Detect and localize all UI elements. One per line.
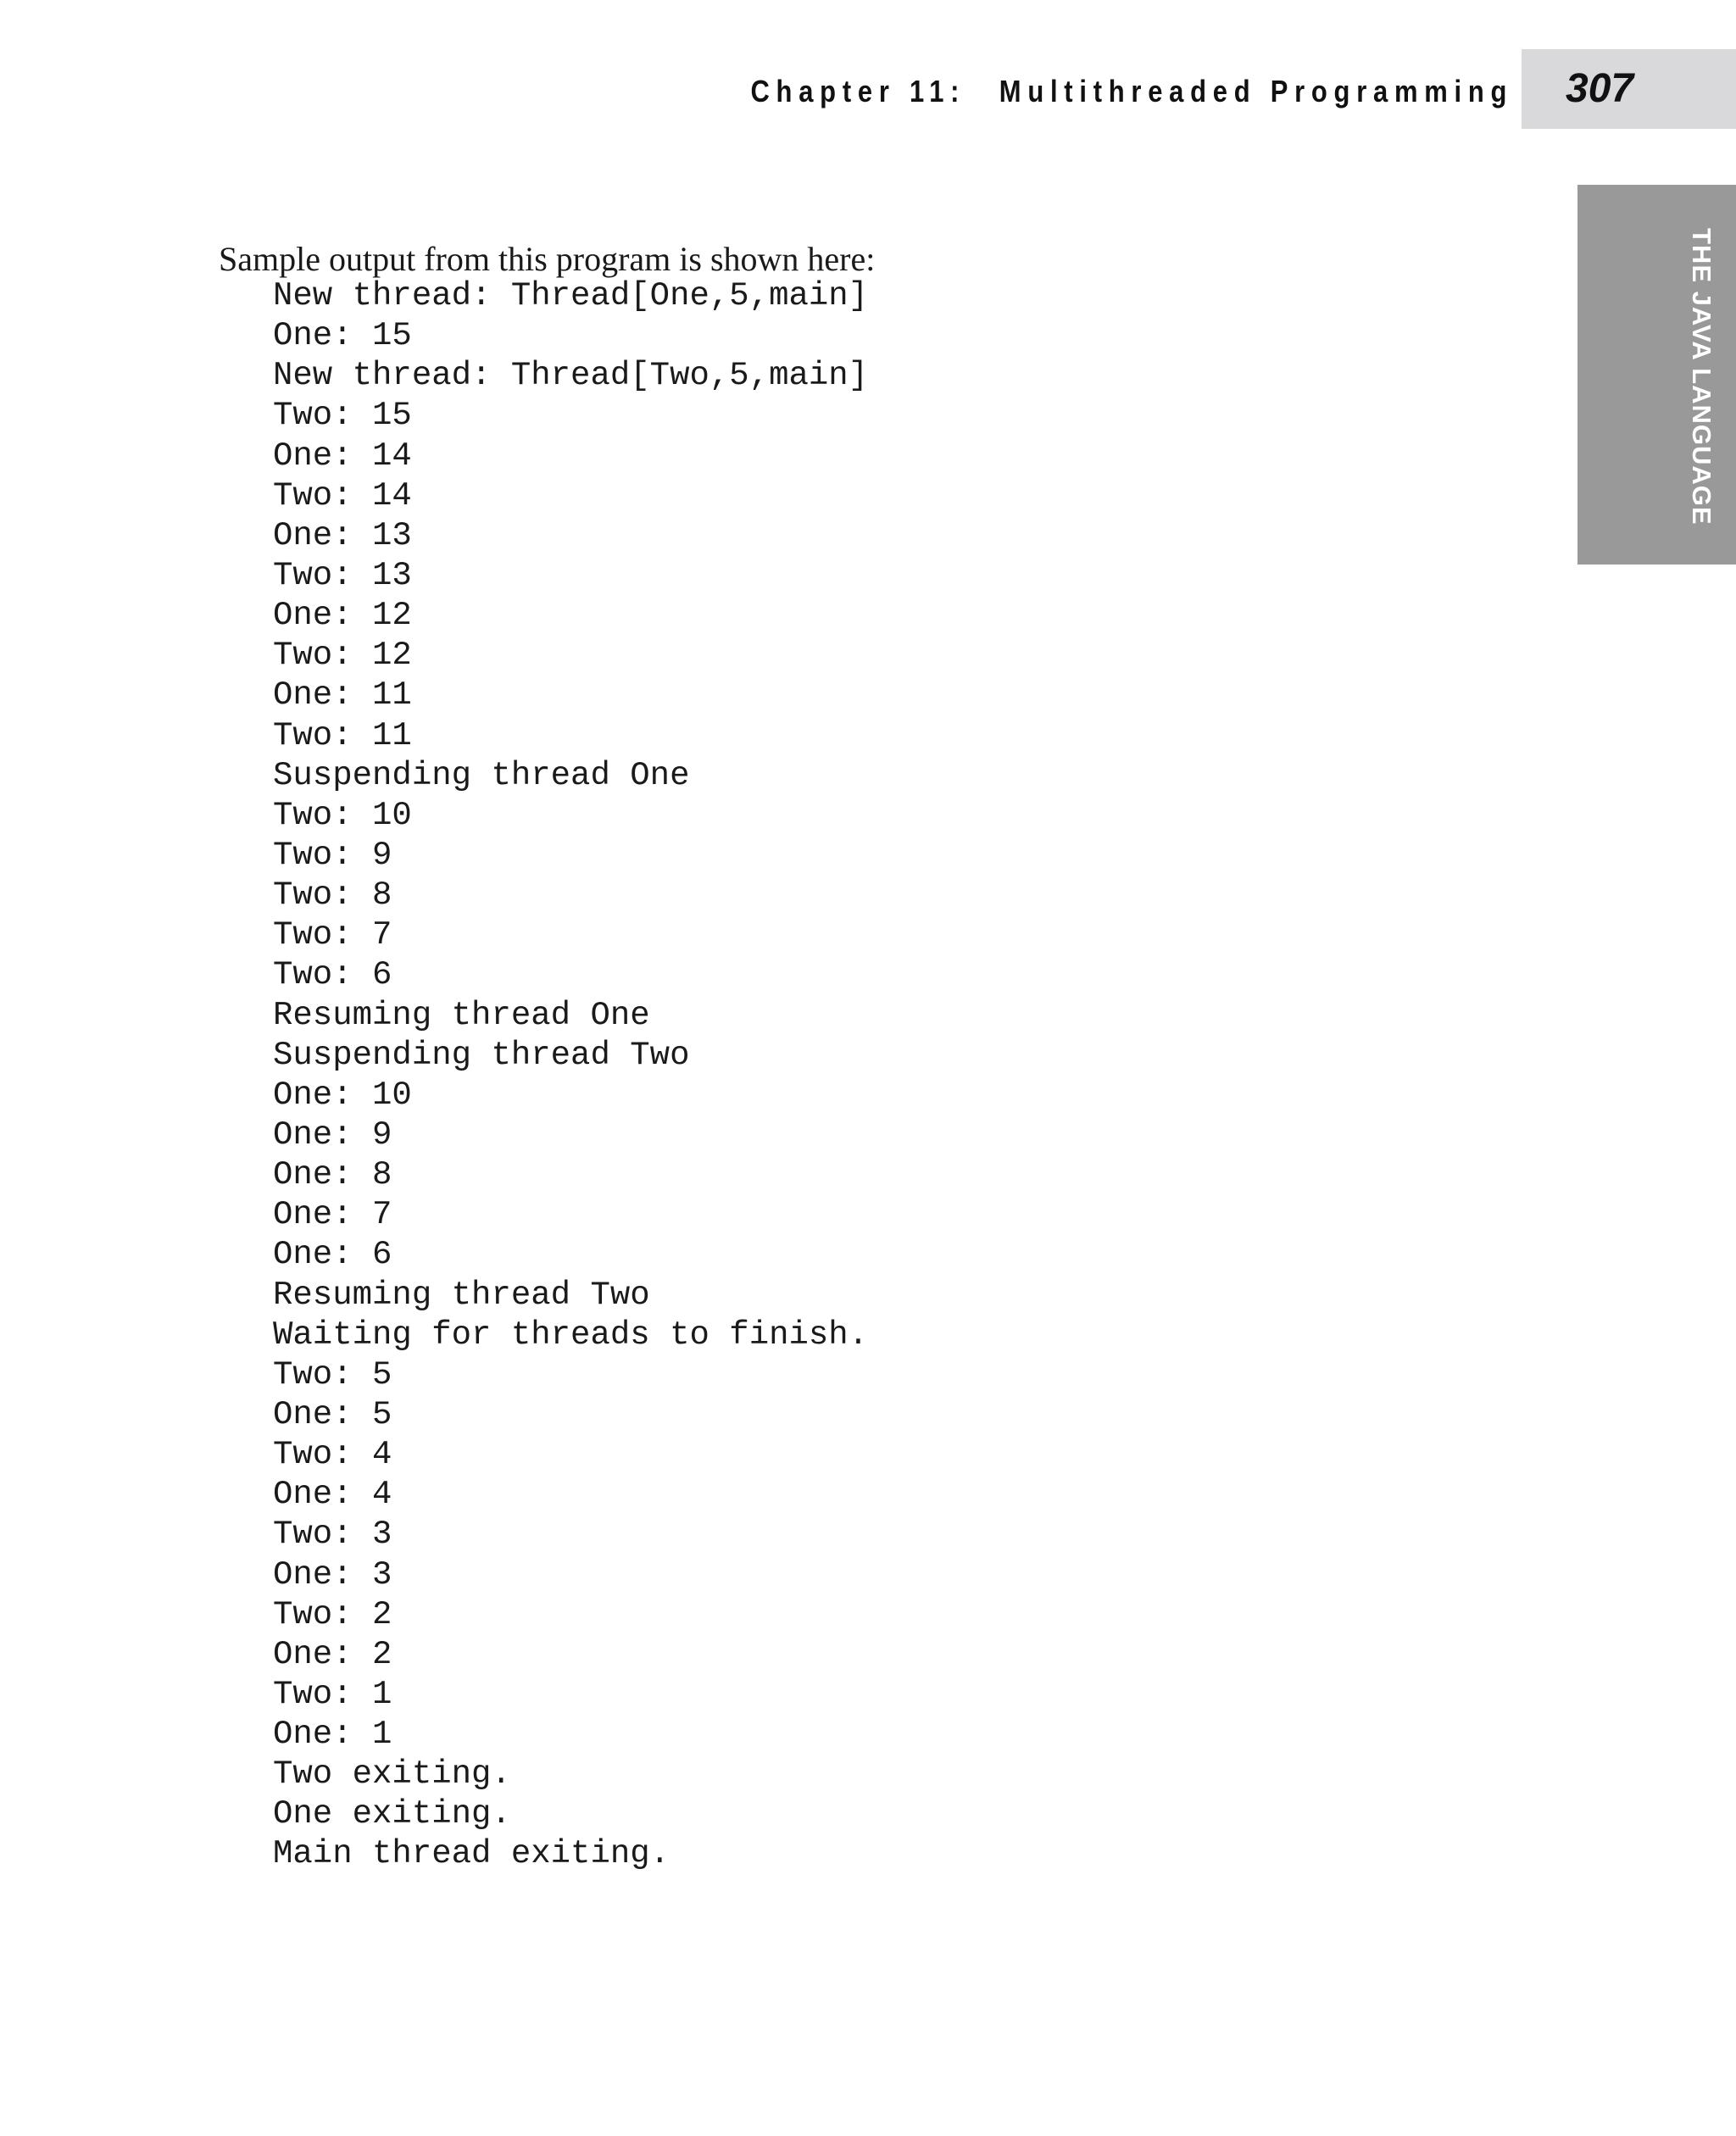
output-line: Two: 9 — [273, 836, 392, 874]
output-line: Two: 15 — [273, 397, 412, 435]
page-number: 307 — [1566, 66, 1634, 111]
output-line: One: 13 — [273, 516, 412, 554]
output-line: Two: 10 — [273, 796, 412, 834]
output-line: One: 9 — [273, 1115, 392, 1154]
output-line: Two: 7 — [273, 916, 392, 954]
output-line: One exiting. — [273, 1795, 511, 1833]
output-line: Two: 14 — [273, 476, 412, 515]
output-line: Two: 5 — [273, 1355, 392, 1393]
output-line: One: 2 — [273, 1635, 392, 1673]
running-head — [750, 71, 1513, 112]
program-output — [273, 276, 868, 1875]
output-line: Two: 4 — [273, 1436, 392, 1474]
output-line: Two: 8 — [273, 876, 392, 915]
intro-paragraph: Sample output from this program is shown here: — [219, 240, 876, 278]
output-line: Two: 12 — [273, 637, 412, 675]
output-line: Resuming thread One — [273, 996, 650, 1034]
output-line: One: 1 — [273, 1716, 392, 1754]
output-line: Two exiting. — [273, 1755, 511, 1794]
output-line: Main thread exiting. — [273, 1835, 670, 1873]
chapter-title: Multithreaded Programming — [999, 74, 1513, 108]
output-line: Two: 6 — [273, 956, 392, 994]
output-line: Two: 11 — [273, 716, 412, 754]
output-line: One: 7 — [273, 1196, 392, 1234]
output-line: One: 8 — [273, 1156, 392, 1194]
output-line: Two: 1 — [273, 1675, 392, 1713]
output-line: Two: 13 — [273, 556, 412, 594]
output-line: Waiting for threads to finish. — [273, 1316, 869, 1354]
chapter-label: Chapter 11: — [750, 74, 966, 108]
page-number-box — [1522, 49, 1736, 129]
output-line: Suspending thread One — [273, 756, 690, 794]
output-line: New thread: Thread[Two,5,main] — [273, 357, 869, 395]
output-line: One: 11 — [273, 676, 412, 715]
section-tab-label: THE JAVA LANGUAGE — [1687, 228, 1717, 526]
output-line: Two: 2 — [273, 1595, 392, 1633]
output-line: One: 12 — [273, 597, 412, 635]
output-line: New thread: Thread[One,5,main] — [273, 277, 869, 314]
output-line: One: 5 — [273, 1395, 392, 1433]
output-line: Two: 3 — [273, 1516, 392, 1554]
output-line: Resuming thread Two — [273, 1276, 650, 1314]
section-tab — [1577, 185, 1736, 565]
output-line: One: 3 — [273, 1555, 392, 1594]
output-line: One: 14 — [273, 437, 412, 475]
output-line: One: 10 — [273, 1076, 412, 1114]
output-line: Suspending thread Two — [273, 1036, 690, 1074]
output-line: One: 6 — [273, 1236, 392, 1274]
output-line: One: 4 — [273, 1476, 392, 1514]
output-line: One: 15 — [273, 317, 412, 355]
